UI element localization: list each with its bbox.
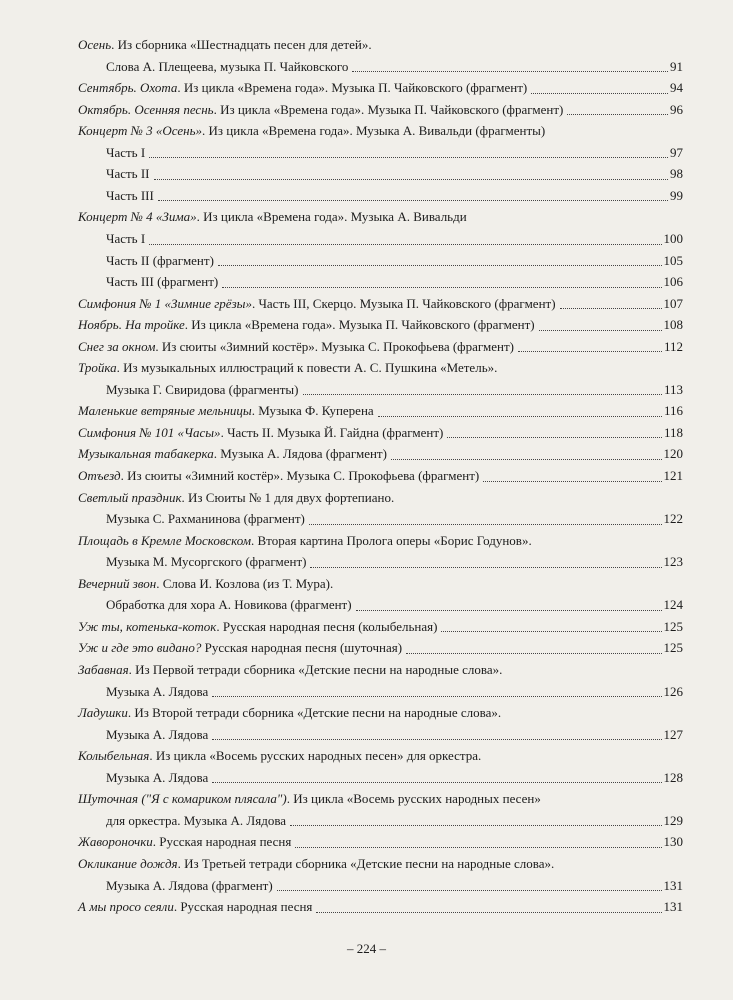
toc-entry [106, 56, 683, 78]
toc-entry-title: Маленькие ветряные мельницы [78, 403, 252, 419]
toc-page-number: 113 [663, 381, 683, 397]
toc-entry-text [106, 508, 305, 530]
toc-entry-title: Концерт № 3 «Осень» [78, 123, 203, 139]
toc-entry [78, 34, 683, 56]
toc-entry-title: Тройка [78, 360, 117, 376]
toc-entry [78, 896, 683, 918]
toc-entry [78, 659, 683, 681]
toc-entry-description: Слова А. Плещеева, музыка П. Чайковского [106, 58, 349, 74]
toc-entry-description: Русская народная песня (шуточная) [201, 640, 403, 656]
toc-page-number: 97 [670, 144, 683, 160]
toc-entry-description: Музыка А. Лядова [106, 769, 209, 785]
toc-entry-description: . Из Второй тетради сборника «Детские песни на народные слова». [127, 705, 502, 721]
toc-entry-text [78, 37, 372, 52]
toc-entry-description: Музыка С. Рахманинова (фрагмент) [106, 511, 305, 527]
toc-entry-title: Снег за окном [78, 338, 156, 354]
toc-entry-text [78, 422, 443, 444]
toc-dot-leader [316, 912, 661, 913]
toc-entry-description: . Из цикла «Времена года». Музыка П. Чайковского (фрагмент) [177, 80, 528, 96]
toc-page-number: 100 [663, 231, 683, 246]
page-number: – 224 – [347, 941, 386, 956]
toc-entry [106, 142, 683, 164]
toc-page-number: 121 [663, 468, 683, 483]
toc-entry [78, 573, 683, 595]
toc-entry [78, 530, 683, 552]
toc-dot-leader [441, 631, 661, 632]
toc-dot-leader [212, 696, 661, 697]
toc-entry-text [78, 293, 556, 315]
toc-entry-description: . Русская народная песня (колыбельная) [216, 618, 438, 634]
toc-entry-text [78, 637, 402, 659]
toc-dot-leader [310, 567, 661, 568]
toc-dot-leader [295, 847, 661, 848]
toc-entry [78, 487, 683, 509]
toc-dot-leader [518, 351, 662, 352]
toc-entry [78, 120, 683, 142]
toc-page-number: 122 [663, 511, 683, 527]
toc-entry-title: Колыбельная [78, 748, 150, 764]
toc-page-number: 116 [663, 403, 683, 419]
toc-entry-text [106, 767, 208, 789]
toc-entry-text [78, 856, 554, 871]
toc-entry-text [106, 379, 299, 401]
toc-dot-leader [531, 93, 668, 94]
toc-entry-description: . Из цикла «Времена года». Музыка А. Вивальди (фрагменты) [202, 123, 546, 139]
toc-entry-description: . Русская народная песня [152, 834, 292, 850]
toc-entry [78, 745, 683, 767]
toc-entry-title: Окликание дождя [78, 855, 178, 871]
toc-entry-description: . Музыка А. Лядова (фрагмент) [213, 446, 387, 462]
toc-entry [78, 422, 683, 444]
toc-page-number: 125 [663, 640, 683, 656]
toc-entry-text [106, 875, 273, 897]
toc-dot-leader [222, 287, 661, 288]
toc-entry [78, 293, 683, 315]
toc-entry [78, 336, 683, 358]
toc-entry-title: Отъезд [78, 468, 121, 483]
toc-entry-text [78, 831, 291, 853]
toc-entry-description: . Из музыкальных иллюстраций к повести А. С. Пушкина «Метель». [116, 360, 498, 376]
toc-entry-text [106, 594, 352, 616]
toc-dot-leader [277, 890, 662, 891]
toc-page-number: 99 [670, 187, 683, 203]
toc-entry-text [78, 443, 387, 465]
toc-entry-title: Забавная [78, 662, 129, 677]
toc-entry-description: . Музыка Ф. Куперена [251, 403, 374, 419]
toc-entry-title: Вечерний звон [78, 575, 157, 591]
toc-entry [78, 99, 683, 121]
toc-dot-leader [303, 394, 662, 395]
toc-entry [78, 616, 683, 638]
toc-dot-leader [539, 330, 662, 331]
toc-entry-description: Часть III [106, 187, 154, 203]
toc-entry-description: Часть III (фрагмент) [106, 274, 219, 290]
toc-entry-title: Светлый праздник [78, 489, 182, 505]
toc-page-number: 126 [663, 683, 683, 699]
toc-entry-text [78, 400, 374, 422]
toc-entry [106, 508, 683, 530]
toc-page-number: 124 [663, 597, 683, 613]
toc-entry [78, 637, 683, 659]
toc-dot-leader [352, 71, 668, 72]
toc-entry-description: . Русская народная песня [173, 899, 313, 914]
toc-entry [78, 788, 683, 810]
toc-page-number: 127 [663, 726, 683, 742]
toc-entry-title: Музыкальная табакерка [78, 446, 214, 462]
toc-page-number: 98 [670, 166, 683, 182]
toc-entry-text [106, 810, 286, 832]
toc-entry-title: Октябрь. Осенняя песнь [78, 101, 214, 117]
toc-entry-text [78, 576, 333, 591]
toc-entry-description: Обработка для хора А. Новикова (фрагмент) [106, 597, 352, 613]
toc-entry [78, 77, 683, 99]
toc-entry-description: . Из сюиты «Зимний костёр». Музыка С. Прокофьева (фрагмент) [155, 338, 514, 354]
toc-page-number: 131 [663, 899, 683, 914]
toc-page-number: 108 [663, 317, 683, 333]
toc-entry [106, 163, 683, 185]
toc-entry-title: Симфония № 1 «Зимние грёзы» [78, 295, 252, 311]
toc-entry-description: . Часть III, Скерцо. Музыка П. Чайковского (фрагмент) [251, 295, 556, 311]
toc-entry-title: Ноябрь. На тройке [78, 317, 185, 333]
toc-entry-text [78, 533, 532, 548]
toc-dot-leader [447, 437, 662, 438]
toc-dot-leader [212, 782, 661, 783]
toc-page-number: 130 [663, 834, 683, 850]
toc-entry-text [78, 77, 527, 99]
toc-entry-text [78, 123, 545, 138]
toc-entry-title: Сентябрь. Охота [78, 80, 178, 96]
toc-entry-text [106, 551, 306, 573]
toc-dot-leader [483, 481, 661, 482]
toc-dot-leader [154, 179, 668, 180]
toc-entry-description: . Из сюиты «Зимний костёр». Музыка С. Прокофьева (фрагмент) [120, 468, 480, 483]
toc-entry-description: . Из цикла «Времена года». Музыка П. Чайковского (фрагмент) [184, 317, 535, 333]
toc-entry-text [78, 896, 312, 918]
toc-entry-text [78, 616, 437, 638]
toc-entry-text [78, 791, 541, 806]
toc-entry-text [78, 662, 502, 677]
toc-entry-description: . Из цикла «Времена года». Музыка А. Вивальди [196, 209, 467, 225]
toc-page-number: 105 [663, 252, 683, 268]
toc-entry-description: Часть I [106, 231, 146, 246]
toc-entry-description: . Из цикла «Восемь русских народных песен» для оркестра. [149, 748, 482, 764]
toc-entry [78, 357, 683, 379]
toc-entry [106, 551, 683, 573]
toc-entry-title: Площадь в Кремле Московском [78, 532, 252, 548]
toc-entry-description: Музыка А. Лядова (фрагмент) [106, 877, 273, 893]
toc-entry [78, 853, 683, 875]
toc-entry [106, 250, 683, 272]
toc-entry-title: Осень [78, 37, 112, 52]
toc-entry-description: Музыка Г. Свиридова (фрагменты) [106, 381, 299, 397]
toc-page-number: 123 [663, 554, 683, 570]
toc-page-number: 128 [663, 769, 683, 785]
toc-entry-title: Уж ты, котенька-коток [78, 618, 217, 634]
toc-dot-leader [406, 653, 661, 654]
toc-entry-text [106, 228, 145, 250]
toc-dot-leader [290, 825, 661, 826]
toc-entry [78, 314, 683, 336]
toc-entry-title: Уж и где это видано? [78, 640, 202, 656]
toc-page-number: 118 [663, 424, 683, 440]
toc-entry [78, 465, 683, 487]
toc-dot-leader [149, 244, 661, 245]
toc-dot-leader [218, 265, 662, 266]
toc-entry-text [106, 142, 145, 164]
toc-entry-description: для оркестра. Музыка А. Лядова [106, 812, 287, 828]
toc-entry-text [106, 681, 208, 703]
toc-entry-description: . Часть II. Музыка Й. Гайдна (фрагмент) [220, 424, 444, 440]
toc-entry-description: . Из цикла «Времена года». Музыка П. Чайковского (фрагмент) [213, 101, 564, 117]
toc-dot-leader [158, 200, 668, 201]
toc-entry-description: . Вторая картина Пролога оперы «Борис Годунов». [251, 532, 532, 548]
toc-entry [106, 228, 683, 250]
toc-entry-title: Концерт № 4 «Зима» [78, 209, 197, 225]
toc-entry [78, 702, 683, 724]
toc-entry [106, 681, 683, 703]
toc-entry-description: . Слова И. Козлова (из Т. Мура). [156, 575, 334, 591]
toc-dot-leader [560, 308, 662, 309]
toc-dot-leader [567, 114, 668, 115]
toc-entry-title: Симфония № 101 «Часы» [78, 424, 221, 440]
toc-entry-text [78, 705, 501, 720]
toc-entry [106, 875, 683, 897]
toc-dot-leader [212, 739, 661, 740]
toc-page-number: 120 [663, 446, 683, 462]
toc-entry-description: . Из Третьей тетради сборника «Детские песни на народные слова». [177, 855, 555, 871]
toc-page-number: 129 [663, 812, 683, 828]
toc-entry-text [106, 724, 208, 746]
toc-entry-text [106, 271, 218, 293]
toc-entry [106, 767, 683, 789]
toc-entry-text [106, 56, 348, 78]
toc-page-number: 91 [670, 58, 683, 74]
toc-entry-description: Музыка А. Лядова [106, 683, 209, 699]
toc-entry-text [78, 209, 467, 224]
toc-entry-description: Музыка А. Лядова [106, 726, 209, 742]
toc-entry-description: Часть II [106, 166, 150, 182]
toc-entry [78, 443, 683, 465]
toc-entry-text [78, 748, 481, 763]
toc-entry-text [78, 314, 535, 336]
toc-dot-leader [378, 416, 662, 417]
toc-entry-description: . Из Сюиты № 1 для двух фортепиано. [181, 489, 395, 505]
toc-entry [106, 271, 683, 293]
toc-entry [106, 724, 683, 746]
toc-entry-title: Ладушки [78, 705, 128, 721]
toc-entry [106, 594, 683, 616]
toc-entry-description: Часть I [106, 144, 146, 160]
toc-entry [78, 400, 683, 422]
toc-entry-text [78, 336, 514, 358]
toc-entry-description: Музыка М. Мусоргского (фрагмент) [106, 554, 307, 570]
toc-entry-text [78, 465, 479, 487]
toc-page-number: 112 [663, 338, 683, 354]
toc-page-number: 106 [663, 274, 683, 290]
toc-entry-description: . Из Первой тетради сборника «Детские песни на народные слова». [128, 662, 503, 677]
toc-page-number: 125 [663, 618, 683, 634]
toc-entry-text [106, 185, 154, 207]
toc-dot-leader [149, 157, 668, 158]
toc-entry-text [78, 490, 394, 505]
toc-entry-description: Часть II (фрагмент) [106, 252, 214, 268]
toc-page-number: 96 [670, 101, 683, 117]
toc-entry-title: А мы просо сеяли [78, 899, 174, 914]
toc-dot-leader [356, 610, 662, 611]
toc-entry-text [106, 250, 214, 272]
toc-page-number: 94 [670, 80, 683, 96]
toc-entry [106, 379, 683, 401]
toc-page-number: 107 [663, 295, 683, 311]
toc-entry-title: Шуточная ("Я с комариком плясала") [78, 791, 287, 807]
toc-page-number: 131 [663, 877, 683, 893]
toc-entry-text [78, 99, 563, 121]
toc-entry-description: . Из цикла «Восемь русских народных песен» [286, 791, 541, 807]
toc-entry-text [106, 163, 150, 185]
toc-entry [106, 185, 683, 207]
toc-entry [78, 206, 683, 228]
toc-entry [78, 831, 683, 853]
toc-dot-leader [391, 459, 662, 460]
toc-entry-text [78, 360, 497, 375]
toc-dot-leader [309, 524, 662, 525]
toc-entry-title: Жавороночки [78, 834, 153, 850]
toc-entry [106, 810, 683, 832]
toc-entry-description: . Из сборника «Шестнадцать песен для детей». [111, 37, 372, 52]
